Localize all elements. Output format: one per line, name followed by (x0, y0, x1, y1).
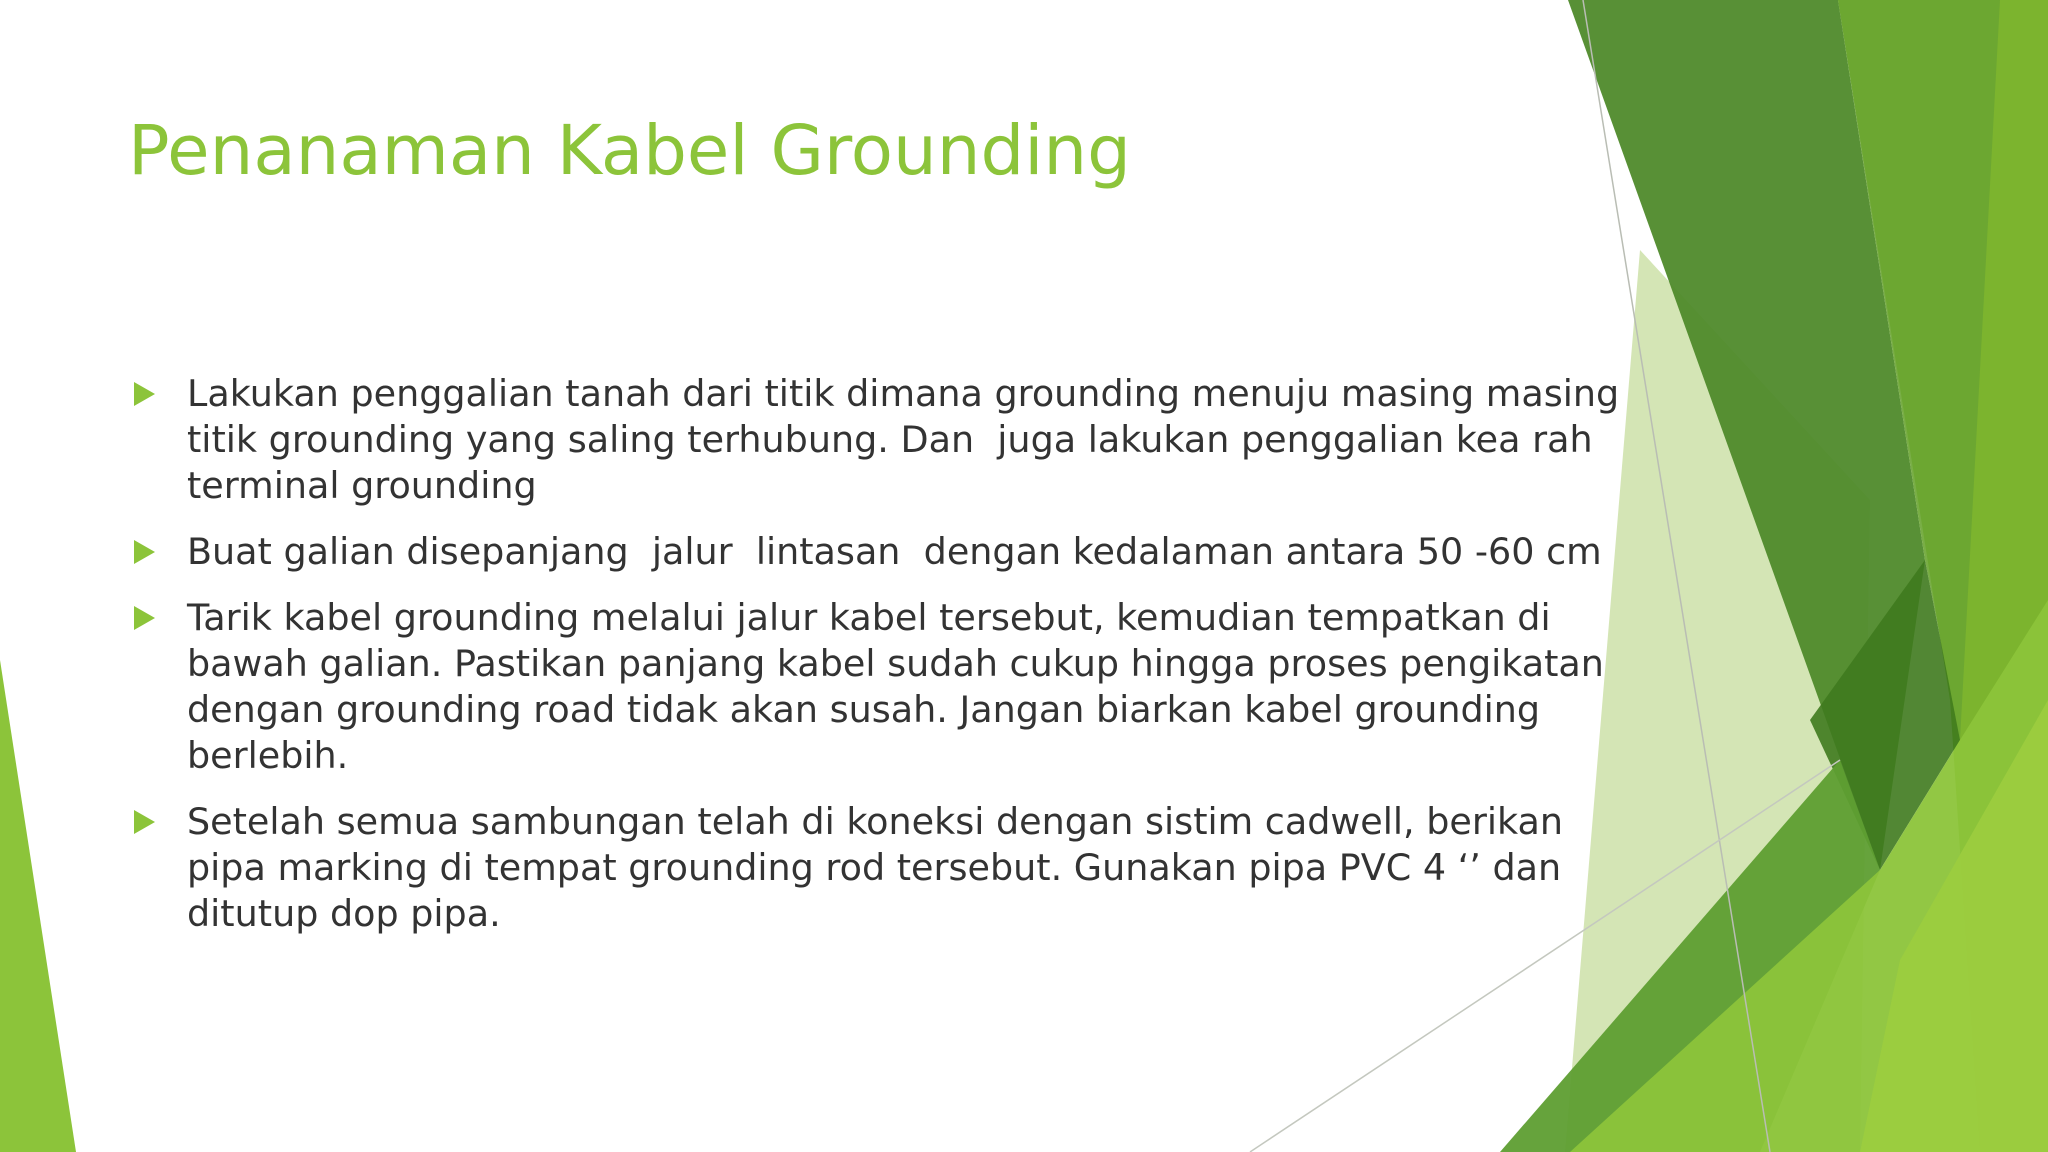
bullet-line: berlebih. (187, 734, 349, 777)
slide-title: Penanaman Kabel Grounding (128, 111, 1131, 191)
bullet-item (128, 371, 1620, 509)
bullet-line: bawah galian. Pastikan panjang kabel sudah cukup hingga proses pengikatan (187, 642, 1604, 685)
bullet-item (128, 799, 1568, 937)
bullet-line: Buat galian disepanjang jalur lintasan dengan kedalaman antara 50 -60 cm (187, 530, 1602, 573)
bullet-line: terminal grounding (187, 464, 537, 507)
triangle-right-icon (134, 540, 155, 564)
bullet-line: Setelah semua sambungan telah di koneksi dengan sistim cadwell, berikan (187, 800, 1563, 843)
bullet-item (128, 529, 1602, 575)
bullet-list (128, 371, 1620, 957)
bullet-line: Lakukan penggalian tanah dari titik dimana grounding menuju masing masing (187, 372, 1620, 415)
triangle-right-icon (134, 810, 155, 834)
bullet-line: dengan grounding road tidak akan susah. Jangan biarkan kabel grounding (187, 688, 1541, 731)
bullet-line: pipa marking di tempat grounding rod tersebut. Gunakan pipa PVC 4 ‘’ dan (187, 846, 1562, 889)
bullet-line: ditutup dop pipa. (187, 892, 501, 935)
bullet-line: Tarik kabel grounding melalui jalur kabel tersebut, kemudian tempatkan di (187, 596, 1551, 639)
bullet-item (128, 595, 1604, 779)
bullet-line: titik grounding yang saling terhubung. Dan juga lakukan penggalian kea rah (187, 418, 1593, 461)
triangle-right-icon (134, 382, 155, 406)
triangle-right-icon (134, 606, 155, 630)
left-edge-shard (0, 660, 76, 1152)
